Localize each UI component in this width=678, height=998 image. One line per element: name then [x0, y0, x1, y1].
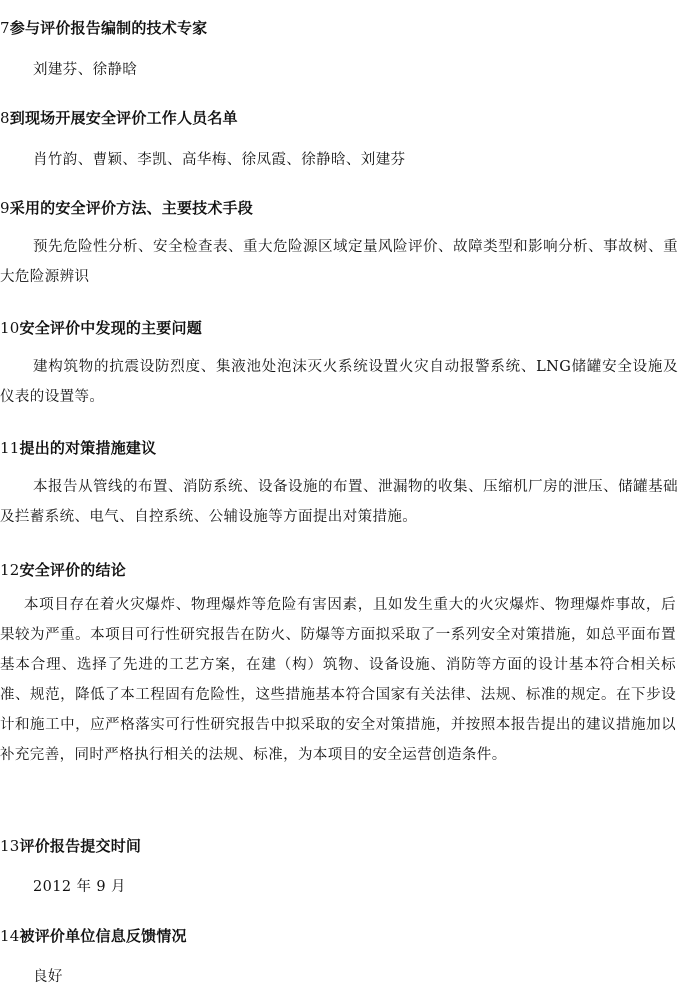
section-body: 2012 年 9 月	[33, 879, 126, 895]
section-body: 建构筑物的抗震设防烈度、集液池处泡沫灭火系统设置火灾自动报警系统、LNG储罐安全设施及仪表的设置等。	[0, 359, 678, 405]
section-number: 14	[0, 927, 20, 945]
section-title: 参与评价报告编制的技术专家	[9, 19, 208, 37]
section-number: 10	[0, 319, 20, 337]
section-7	[0, 18, 678, 85]
section-heading	[0, 18, 678, 38]
section-body: 本项目存在着火灾爆炸、物理爆炸等危险有害因素，且如发生重大的火灾爆炸、物理爆炸事故，后果较为严重。本项目可行性研究报告在防火、防爆等方面拟采取了一系列安全对策措施，如总平面布置基本合理、选择了先进的工艺方案，在建（构）筑物、设备设施、消防等方面的设计基本符合相关标准、规范，降低了本工程固有危险性，这些措施基本符合国家有关法律、法规、标准的规定。在下步设计和施工中，应严格落实可行性研究报告中拟采取的安全对策措施，并按照本报告提出的建议措施加以补充完善，同时严格执行相关的法规、标准，为本项目的安全运营创造条件。	[0, 597, 676, 763]
section-10	[0, 318, 678, 412]
section-body: 本报告从管线的布置、消防系统、设备设施的布置、泄漏物的收集、压缩机厂房的泄压、储罐基础及拦蓄系统、电气、自控系统、公辅设施等方面提出对策措施。	[0, 479, 678, 525]
section-body: 良好	[33, 969, 63, 985]
section-heading	[0, 836, 678, 856]
section-9	[0, 198, 678, 292]
section-number: 12	[0, 561, 20, 579]
section-11	[0, 438, 678, 532]
section-title: 评价报告提交时间	[19, 837, 142, 855]
section-title: 到现场开展安全评价工作人员名单	[9, 109, 238, 127]
section-heading	[0, 108, 678, 128]
section-title: 安全评价中发现的主要问题	[19, 319, 202, 337]
section-number: 11	[0, 439, 20, 457]
section-heading	[0, 318, 678, 338]
section-body: 预先危险性分析、安全检查表、重大危险源区域定量风险评价、故障类型和影响分析、事故树、重大危险源辨识	[0, 239, 678, 285]
section-13	[0, 836, 678, 902]
section-number: 9	[0, 199, 10, 217]
section-body: 刘建芬、徐静晗	[33, 62, 138, 78]
section-number: 13	[0, 837, 20, 855]
section-body: 肖竹韵、曹颖、李凯、高华梅、徐凤霞、徐静晗、刘建芬	[33, 152, 406, 168]
section-heading	[0, 198, 678, 218]
section-title: 被评价单位信息反馈情况	[19, 927, 187, 945]
section-title: 提出的对策措施建议	[19, 439, 157, 457]
section-14	[0, 926, 678, 992]
section-title: 采用的安全评价方法、主要技术手段	[9, 199, 253, 217]
section-heading	[0, 926, 678, 946]
section-heading	[0, 438, 678, 458]
section-8	[0, 108, 678, 175]
section-12	[0, 560, 678, 770]
section-number: 8	[0, 109, 10, 127]
section-title: 安全评价的结论	[19, 561, 126, 579]
section-heading	[0, 560, 678, 580]
section-number: 7	[0, 19, 10, 37]
